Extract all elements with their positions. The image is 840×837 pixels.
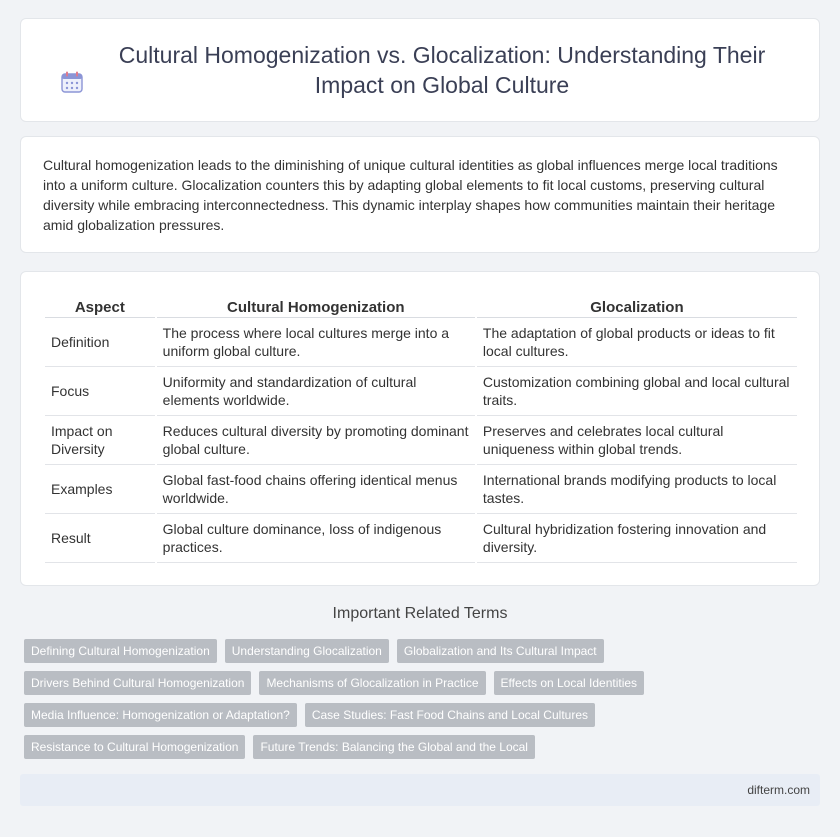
header-cultural-homogenization: Cultural Homogenization <box>157 294 475 318</box>
term-row <box>24 703 824 727</box>
term-row <box>24 671 824 695</box>
calendar-icon <box>60 70 84 94</box>
row-homogenization: Global culture dominance, loss of indigenous practices. <box>157 514 475 563</box>
table-row <box>45 416 797 465</box>
row-glocalization: Cultural hybridization fostering innovation and diversity. <box>477 514 797 563</box>
term-tag[interactable]: Defining Cultural Homogenization <box>24 639 217 663</box>
header-aspect: Aspect <box>45 294 155 318</box>
row-aspect: Examples <box>45 465 155 514</box>
page-title: Cultural Homogenization vs. Glocalization: Understanding Their Impact on Global Culture <box>118 42 766 98</box>
row-glocalization: The adaptation of global products or ideas to fit local cultures. <box>477 318 797 367</box>
term-tag[interactable]: Globalization and Its Cultural Impact <box>397 639 604 663</box>
header-card <box>20 18 820 122</box>
table-row <box>45 465 797 514</box>
table-row <box>45 367 797 416</box>
term-row <box>24 735 824 759</box>
header-glocalization: Glocalization <box>477 294 797 318</box>
row-aspect: Impact on Diversity <box>45 416 155 465</box>
intro-text: Cultural homogenization leads to the diminishing of unique cultural identities as global influences merge local traditions into a uniform culture. Glocalization counters this by adapting global elements to fit local customs, preserving cultural diversity while embracing interconnectedness. This dynamic interplay shapes how communities maintain their heritage amid globalization pressures. <box>43 157 778 233</box>
title-wrap <box>60 40 780 100</box>
term-row <box>24 639 824 663</box>
related-terms-title: Important Related Terms <box>332 605 508 622</box>
row-glocalization: International brands modifying products to local tastes. <box>477 465 797 514</box>
term-tag[interactable]: Resistance to Cultural Homogenization <box>24 735 245 759</box>
term-tag[interactable]: Media Influence: Homogenization or Adaptation? <box>24 703 297 727</box>
comparison-table-card <box>20 271 820 586</box>
footer <box>20 774 820 806</box>
term-tag[interactable]: Mechanisms of Glocalization in Practice <box>259 671 485 695</box>
intro-card <box>20 136 820 253</box>
table-header-row <box>45 294 797 318</box>
comparison-table <box>43 294 799 563</box>
row-glocalization: Customization combining global and local cultural traits. <box>477 367 797 416</box>
term-tag[interactable]: Understanding Glocalization <box>225 639 389 663</box>
term-tag[interactable]: Effects on Local Identities <box>494 671 645 695</box>
row-aspect: Result <box>45 514 155 563</box>
table-row <box>45 318 797 367</box>
site-link[interactable]: difterm.com <box>747 783 810 797</box>
row-homogenization: Reduces cultural diversity by promoting dominant global culture. <box>157 416 475 465</box>
row-homogenization: The process where local cultures merge into a uniform global culture. <box>157 318 475 367</box>
row-glocalization: Preserves and celebrates local cultural uniqueness within global trends. <box>477 416 797 465</box>
term-tag[interactable]: Future Trends: Balancing the Global and the Local <box>253 735 535 759</box>
table-row <box>45 514 797 563</box>
row-aspect: Focus <box>45 367 155 416</box>
row-homogenization: Global fast-food chains offering identical menus worldwide. <box>157 465 475 514</box>
related-terms <box>24 639 824 767</box>
term-tag[interactable]: Case Studies: Fast Food Chains and Local Cultures <box>305 703 595 727</box>
term-tag[interactable]: Drivers Behind Cultural Homogenization <box>24 671 251 695</box>
row-aspect: Definition <box>45 318 155 367</box>
row-homogenization: Uniformity and standardization of cultural elements worldwide. <box>157 367 475 416</box>
